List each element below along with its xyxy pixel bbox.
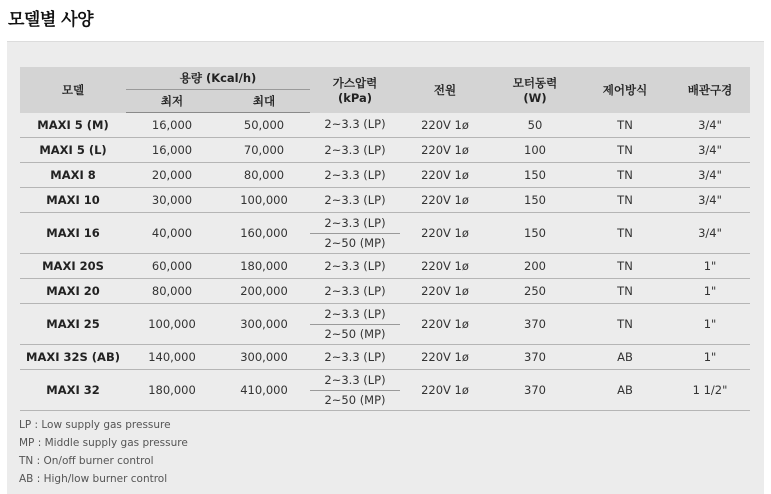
- gas-pressure-value: 2~3.3 (LP): [324, 349, 386, 364]
- cell-capacity-min: 60,000: [126, 254, 218, 279]
- cell-model: MAXI 5 (L): [20, 138, 126, 163]
- cell-capacity-max: 160,000: [218, 213, 310, 254]
- cell-model: MAXI 16: [20, 213, 126, 254]
- table-row: [20, 279, 750, 304]
- cell-capacity-min: 16,000: [126, 113, 218, 138]
- cell-power: 220V 1ø: [400, 213, 490, 254]
- cell-motor: 50: [490, 113, 580, 138]
- cell-capacity-min: 16,000: [126, 138, 218, 163]
- cell-control: TN: [580, 113, 670, 138]
- header-model: 모델: [61, 82, 85, 97]
- cell-capacity-min: 100,000: [126, 304, 218, 345]
- cell-capacity-max: 300,000: [218, 304, 310, 345]
- cell-capacity-min: 20,000: [126, 163, 218, 188]
- gas-pressure-value: 2~3.3 (LP): [324, 117, 386, 132]
- note-lp: LP : Low supply gas pressure: [19, 419, 171, 431]
- cell-control: TN: [580, 254, 670, 279]
- gas-pressure-value: 2~3.3 (LP): [324, 167, 386, 182]
- header-capacity-min: 최저: [126, 90, 218, 113]
- cell-power: 220V 1ø: [400, 188, 490, 213]
- cell-control: AB: [580, 345, 670, 370]
- cell-capacity-min: 140,000: [126, 345, 218, 370]
- cell-motor: 370: [490, 345, 580, 370]
- cell-motor: 150: [490, 188, 580, 213]
- cell-model: MAXI 5 (M): [20, 113, 126, 138]
- header-gas-pressure-line1: 가스압력: [332, 75, 378, 90]
- cell-capacity-min: 40,000: [126, 213, 218, 254]
- cell-model: MAXI 32: [20, 370, 126, 411]
- cell-pipe: 3/4": [670, 138, 750, 163]
- cell-power: 220V 1ø: [400, 304, 490, 345]
- cell-model: MAXI 10: [20, 188, 126, 213]
- gas-pressure-stack: [310, 141, 400, 160]
- cell-capacity-max: 410,000: [218, 370, 310, 411]
- cell-motor: 100: [490, 138, 580, 163]
- cell-capacity-min: 30,000: [126, 188, 218, 213]
- gas-pressure-stack: [310, 348, 400, 367]
- legend-notes: [19, 416, 188, 488]
- header-motor-line2: (W): [523, 90, 547, 105]
- cell-capacity-max: 300,000: [218, 345, 310, 370]
- cell-gas-pressure: [310, 370, 400, 411]
- cell-pipe: 3/4": [670, 113, 750, 138]
- gas-pressure-value: 2~3.3 (LP): [310, 214, 400, 234]
- cell-capacity-max: 50,000: [218, 113, 310, 138]
- cell-power: 220V 1ø: [400, 138, 490, 163]
- cell-power: 220V 1ø: [400, 345, 490, 370]
- cell-motor: 370: [490, 304, 580, 345]
- header-power: 전원: [433, 82, 457, 97]
- spec-table: [20, 67, 750, 411]
- cell-power: 220V 1ø: [400, 113, 490, 138]
- gas-pressure-value: 2~50 (MP): [324, 326, 386, 341]
- header-control: 제어방식: [602, 82, 648, 97]
- header-gas-pressure: [310, 67, 400, 113]
- header-pipe: 배관구경: [687, 82, 733, 97]
- gas-pressure-stack: [310, 166, 400, 185]
- table-row: [20, 304, 750, 345]
- table-header: [20, 67, 750, 113]
- cell-gas-pressure: [310, 279, 400, 304]
- table-row: [20, 113, 750, 138]
- page-title: 모델별 사양: [8, 10, 94, 30]
- cell-gas-pressure: [310, 254, 400, 279]
- table-row: [20, 213, 750, 254]
- gas-pressure-value: 2~3.3 (LP): [324, 142, 386, 157]
- cell-power: 220V 1ø: [400, 254, 490, 279]
- cell-gas-pressure: [310, 213, 400, 254]
- cell-pipe: 1": [670, 304, 750, 345]
- cell-power: 220V 1ø: [400, 279, 490, 304]
- gas-pressure-stack: [310, 305, 400, 344]
- cell-capacity-min: 180,000: [126, 370, 218, 411]
- cell-control: TN: [580, 279, 670, 304]
- gas-pressure-stack: [310, 191, 400, 210]
- cell-model: MAXI 20S: [20, 254, 126, 279]
- header-motor-line1: 모터동력: [512, 75, 558, 90]
- table-row: [20, 138, 750, 163]
- gas-pressure-stack: [310, 371, 400, 410]
- cell-control: TN: [580, 304, 670, 345]
- cell-gas-pressure: [310, 188, 400, 213]
- cell-capacity-max: 100,000: [218, 188, 310, 213]
- cell-capacity-max: 180,000: [218, 254, 310, 279]
- cell-motor: 150: [490, 163, 580, 188]
- cell-capacity-max: 200,000: [218, 279, 310, 304]
- cell-pipe: 3/4": [670, 163, 750, 188]
- cell-model: MAXI 32S (AB): [20, 345, 126, 370]
- cell-pipe: 1": [670, 254, 750, 279]
- cell-control: TN: [580, 188, 670, 213]
- cell-capacity-max: 80,000: [218, 163, 310, 188]
- cell-gas-pressure: [310, 113, 400, 138]
- note-tn: TN : On/off burner control: [19, 455, 154, 467]
- gas-pressure-stack: [310, 214, 400, 253]
- cell-capacity-max: 70,000: [218, 138, 310, 163]
- cell-model: MAXI 20: [20, 279, 126, 304]
- table-row: [20, 345, 750, 370]
- cell-control: AB: [580, 370, 670, 411]
- header-motor: [490, 67, 580, 113]
- cell-model: MAXI 25: [20, 304, 126, 345]
- cell-control: TN: [580, 138, 670, 163]
- cell-control: TN: [580, 213, 670, 254]
- note-mp: MP : Middle supply gas pressure: [19, 437, 188, 449]
- cell-pipe: 1": [670, 345, 750, 370]
- gas-pressure-value: 2~3.3 (LP): [310, 371, 400, 391]
- cell-pipe: 1 1/2": [670, 370, 750, 411]
- cell-motor: 200: [490, 254, 580, 279]
- gas-pressure-value: 2~3.3 (LP): [324, 283, 386, 298]
- cell-motor: 150: [490, 213, 580, 254]
- header-capacity-max: 최대: [218, 90, 310, 113]
- cell-capacity-min: 80,000: [126, 279, 218, 304]
- cell-gas-pressure: [310, 138, 400, 163]
- cell-gas-pressure: [310, 304, 400, 345]
- gas-pressure-value: 2~3.3 (LP): [324, 192, 386, 207]
- cell-power: 220V 1ø: [400, 370, 490, 411]
- table-body: [20, 113, 750, 411]
- gas-pressure-value: 2~3.3 (LP): [310, 305, 400, 325]
- cell-motor: 370: [490, 370, 580, 411]
- cell-model: MAXI 8: [20, 163, 126, 188]
- note-ab: AB : High/low burner control: [19, 473, 168, 485]
- cell-power: 220V 1ø: [400, 163, 490, 188]
- cell-gas-pressure: [310, 345, 400, 370]
- gas-pressure-stack: [310, 115, 400, 134]
- cell-pipe: 3/4": [670, 213, 750, 254]
- gas-pressure-stack: [310, 282, 400, 301]
- cell-motor: 250: [490, 279, 580, 304]
- header-gas-pressure-line2: (kPa): [337, 90, 373, 105]
- cell-gas-pressure: [310, 163, 400, 188]
- table-row: [20, 370, 750, 411]
- header-capacity: 용량 (Kcal/h): [126, 67, 310, 90]
- table-row: [20, 254, 750, 279]
- table-row: [20, 188, 750, 213]
- cell-pipe: 1": [670, 279, 750, 304]
- cell-pipe: 3/4": [670, 188, 750, 213]
- gas-pressure-value: 2~50 (MP): [324, 392, 386, 407]
- gas-pressure-stack: [310, 257, 400, 276]
- spec-panel: [7, 41, 764, 494]
- cell-control: TN: [580, 163, 670, 188]
- gas-pressure-value: 2~3.3 (LP): [324, 258, 386, 273]
- gas-pressure-value: 2~50 (MP): [324, 235, 386, 250]
- table-row: [20, 163, 750, 188]
